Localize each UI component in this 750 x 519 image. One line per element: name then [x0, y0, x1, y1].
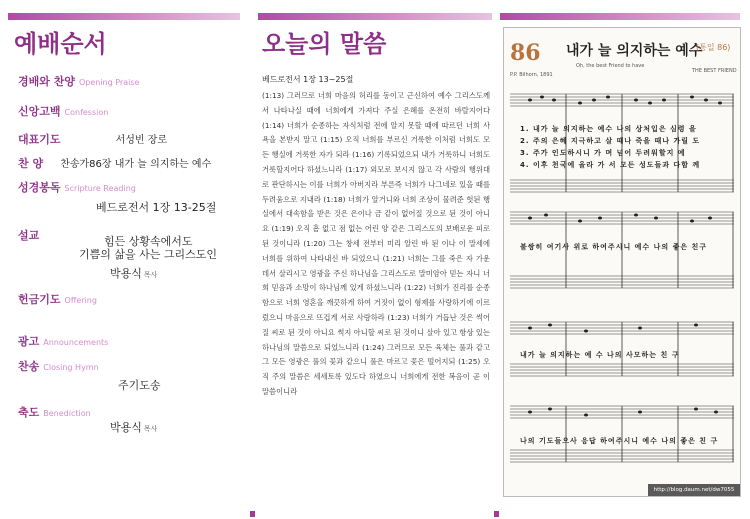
sermon-title-line1: 힘든 상황속에서도 — [104, 235, 193, 248]
page-marker-left — [250, 511, 255, 517]
order-label: 찬송 — [18, 360, 40, 373]
lyric-line: 1. 내가 늘 의지하는 예수 나의 상처입은 심령 을 — [520, 125, 697, 133]
order-item-sermon — [18, 224, 39, 243]
lyric-line: 나의 기도들으사 응답 하여주시니 예수 나의 좋은 친 구 — [520, 437, 719, 445]
order-label: 축도 — [18, 406, 40, 419]
blog-url-label: http://blog.daum.net/dw7055 — [648, 484, 740, 496]
order-value: 찬송가86장 내가 늘 의지하는 예수 — [60, 159, 212, 170]
order-label-en: Opening Praise — [78, 78, 140, 87]
order-label-en: Scripture Reading — [64, 184, 136, 193]
order-label-en: Benediction — [43, 409, 91, 418]
scripture-reference — [96, 196, 216, 215]
header-bar-left — [8, 13, 240, 20]
lyric-line: 불쌍히 여기사 위로 하여주시니 예수 나의 좋은 친구 — [520, 243, 708, 251]
order-item-scripture — [18, 176, 136, 195]
hymn-sheet — [503, 27, 741, 497]
closing-hymn-name: 주기도송 — [118, 379, 161, 392]
order-value: 서성빈 장로 — [115, 135, 168, 146]
order-item-offering — [18, 288, 97, 307]
worship-order-section — [14, 26, 244, 62]
hymn-subtitle: Oh, the best Friend to have — [576, 63, 645, 69]
order-label: 찬 양 — [18, 157, 44, 170]
lyric-line: 4. 이후 천국에 올라 가 서 모든 성도들과 다함 께 — [520, 161, 701, 169]
order-label-en: Closing Hymn — [43, 363, 99, 372]
order-label: 경배와 찬양 — [18, 75, 75, 88]
music-score — [510, 88, 734, 478]
lyric-line: 3. 주가 인도하시니 가 며 넘어 두려워할지 예 — [520, 149, 686, 157]
benediction-minister: 박용식 목사 — [110, 421, 158, 434]
hymn-old-number: (통일 86) — [696, 43, 731, 52]
page-marker-right — [494, 511, 499, 517]
scripture-text: (1:13) 그러므로 너희 마음의 허리를 동이고 근신하여 예수 그리스도께서 나타나실 때에 너희에게 가져다 주실 은혜를 온전히 바랄지어다 (1:14) 너희가 순종하는 자식처럼 전에 알지 못할 때에 따르던 너희 사욕을 본받지 말고 (1:15) 오직 너희를 부르신 거룩한 이처럼 너희도 모든 행실에 거룩한 자가 되라 (1:16) 기록되었으되 내가 거룩하니 너희도 거룩할지어다 하셨느니라 (1:17) 외모로 보시지 않고 각 사람의 행위대로 판단하시는 이를 너희가 아버지라 부른즉 너희가 나그네로 있을 때를 두려움으로 지내라 (1:18) 너희가 알거니와 너희 조상이 물려준 헛된 행실에서 대속함을 받은 것은 은이나 금 같이 없어질 것으로 된 것이 아니요 (1:19) 오직 흠 없고 점 없는 어린 양 같은 그리스도의 보배로운 피로 된 것이니라 (1:20) 그는 창세 전부터 미리 알린 바 된 이나 이 말세에 너희를 위하여 나타내신 바 되었으니 (1:21) 너희는 그를 죽은 자 가운데서 살리시고 영광을 주신 하나님을 그리스도로 말미암아 믿는 자니 너희 믿음과 소망이 하나님께 있게 하셨느니라 (1:22) 너희가 진리를 순종함으로 너희 영혼을 깨끗하게 하여 거짓이 없이 형제를 사랑하기에 이르렀으니 마음으로 뜨겁게 서로 사랑하라 (1:23) 너희가 거듭난 것은 썩어질 씨로 된 것이 아니요 썩지 아니할 씨로 된 것이니 살아 있고 항상 있는 하나님의 말씀으로 되었느니라 (1:24) 그러므로 모든 육체는 풀과 같고 그 모든 영광은 풀의 꽃과 같으니 풀은 마르고 꽃은 떨어지되 (1:25) 오직 주의 말씀은 세세토록 있도다 하였으니 너희에게 전한 복음이 곧 이 말씀이니라 — [262, 91, 490, 396]
todays-word-heading: 오늘의 말씀 — [262, 30, 387, 58]
hymn-author-right: THE BEST FRIEND — [692, 68, 737, 74]
sermon-title-line2: 기쁨의 삶을 사는 그리스도인 — [79, 248, 218, 261]
order-item-opening-praise — [18, 70, 139, 89]
worship-order-heading: 예배순서 — [14, 30, 107, 58]
order-label-en: Offering — [64, 296, 97, 305]
order-item-closing-hymn — [18, 355, 99, 374]
order-item-benediction — [18, 401, 91, 420]
order-value: 베드로전서 1장 13-25절 — [96, 201, 217, 214]
todays-word-section — [262, 26, 496, 62]
sermon-preacher: 박용식 목사 — [110, 267, 158, 280]
order-label: 광고 — [18, 335, 40, 348]
order-item-praise-song — [18, 152, 211, 171]
order-item-prayer — [18, 128, 167, 147]
hymn-title: 내가 늘 의지하는 예수 — [566, 43, 703, 59]
hymn-number: 86 — [510, 40, 541, 66]
order-label: 대표기도 — [18, 133, 61, 146]
order-label: 성경봉독 — [18, 181, 61, 194]
order-label-en: Confession — [64, 108, 109, 117]
order-item-confession — [18, 100, 108, 119]
hymn-author-left: P.P. Bilhorn, 1891 — [510, 72, 553, 78]
lyric-line: 2. 주의 은혜 지극하고 살 때나 죽을 때나 가릴 도 — [520, 137, 701, 145]
header-bar-middle — [258, 13, 492, 20]
order-label: 신앙고백 — [18, 105, 61, 118]
order-label-en: Announcements — [43, 338, 109, 347]
order-label: 설교 — [18, 229, 40, 242]
order-item-announcements — [18, 330, 108, 349]
header-bar-right — [500, 13, 740, 20]
order-label: 헌금기도 — [18, 293, 61, 306]
scripture-reference-label: 베드로전서 1장 13~25절 — [262, 75, 354, 84]
lyric-line: 내가 늘 의지하는 예 수 나의 사모하는 친 구 — [520, 351, 680, 359]
